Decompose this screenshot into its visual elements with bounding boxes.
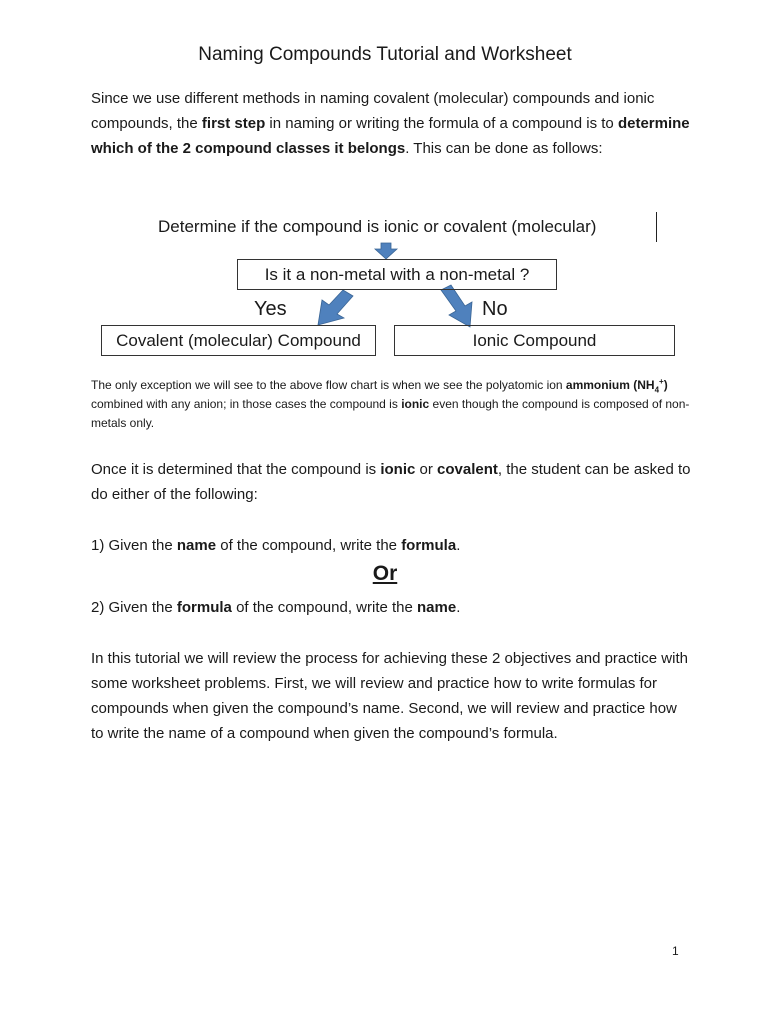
intro-text-2: in naming or writing the formula of a compound is to <box>265 115 618 132</box>
determined-text-2: or <box>415 461 438 478</box>
exception-note <box>91 376 691 433</box>
intro-bold-determine: determine which of the 2 compound classes it belongs <box>91 115 690 157</box>
or-separator: Or <box>372 562 398 585</box>
objective-1-bold-formula: formula <box>401 537 457 554</box>
intro-bold-first-step: first step <box>201 115 266 132</box>
exception-text-2: combined with any anion; in those cases the compound is <box>91 397 402 411</box>
page-number: 1 <box>672 944 679 958</box>
objective-2-text-1: 2) Given the <box>91 599 177 616</box>
ammonium-label: ammonium (NH <box>565 378 655 392</box>
determined-text-1: Once it is determined that the compound is <box>91 461 381 478</box>
determined-text-3: , the student can be asked to do either of the following: <box>91 461 691 503</box>
objective-1-text-3: . <box>456 537 461 554</box>
objective-2-text-2: of the compound, write the <box>231 599 418 616</box>
intro-text-1: Since we use different methods in naming covalent (molecular) compounds and ionic compounds, the <box>91 90 655 132</box>
ammonium-close: ) <box>663 378 668 392</box>
ionic-compound-box: Ionic Compound <box>394 325 675 356</box>
text-cursor <box>656 212 657 242</box>
exception-text-1: The only exception we will see to the above flow chart is when we see the polyatomic ion <box>91 378 566 392</box>
objective-1-text-1: 1) Given the <box>91 537 177 554</box>
flowchart-heading: Determine if the compound is ionic or covalent (molecular) <box>158 217 597 236</box>
ammonium-subscript: 4 <box>654 385 660 395</box>
closing-paragraph: In this tutorial we will review the process for achieving these 2 objectives and practice with some worksheet problems. First, we will review and practice how to write formulas for compounds when given the compound’s name. Second, we will review and practice how to write the name of a compound when given the compound’s formula. <box>91 650 688 742</box>
arrow-to-covalent-icon <box>318 290 353 325</box>
arrow-to-ionic-icon <box>441 285 472 327</box>
objective-2-bold-name: name <box>417 599 457 616</box>
question-box: Is it a non-metal with a non-metal ? <box>237 259 557 290</box>
no-label: No <box>482 298 508 320</box>
objective-2-bold-formula: formula <box>176 599 232 616</box>
exception-bold-ionic: ionic <box>401 397 430 411</box>
exception-text-3: even though the compound is composed of non-metals only. <box>91 397 690 430</box>
objective-2-text-3: . <box>456 599 461 616</box>
determined-paragraph <box>91 457 691 507</box>
down-arrow-icon <box>375 243 397 259</box>
objective-1-text-2: of the compound, write the <box>216 537 402 554</box>
yes-label: Yes <box>254 298 287 320</box>
objective-1-bold-name: name <box>176 537 217 554</box>
covalent-compound-box: Covalent (molecular) Compound <box>101 325 376 356</box>
determined-bold-ionic: ionic <box>380 461 416 478</box>
determined-bold-covalent: covalent <box>437 461 498 478</box>
objective-2 <box>91 595 691 620</box>
objective-1 <box>91 533 691 558</box>
ammonium-superscript: + <box>659 377 664 386</box>
exception-ammonium <box>565 377 668 395</box>
intro-text-3: . This can be done as follows: <box>405 140 603 157</box>
page-title: Naming Compounds Tutorial and Worksheet <box>198 44 572 65</box>
intro-paragraph <box>91 86 691 161</box>
